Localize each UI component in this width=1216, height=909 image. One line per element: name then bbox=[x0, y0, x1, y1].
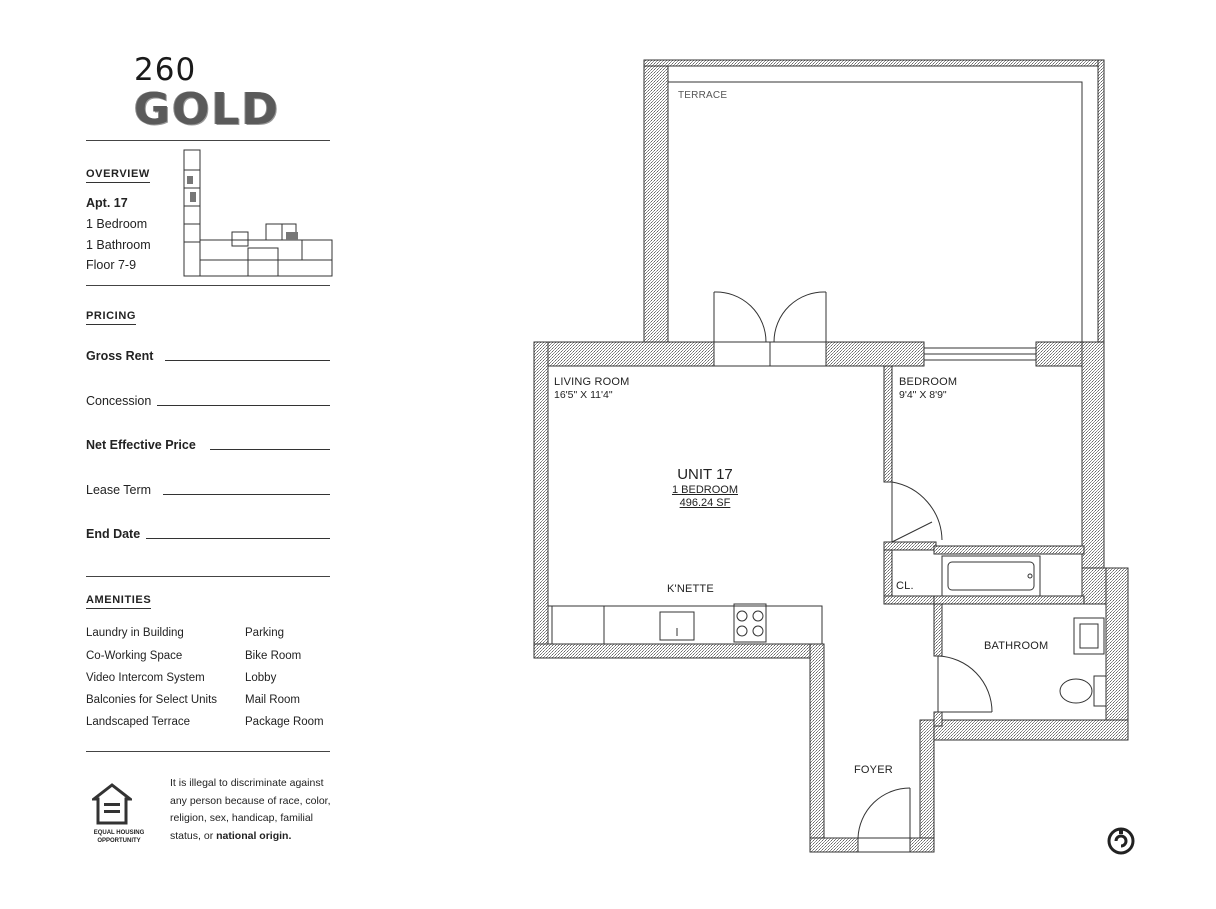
living-room-label: LIVING ROOM bbox=[554, 376, 630, 388]
foyer-label: FOYER bbox=[854, 764, 893, 776]
amenity-item: Laundry in Building bbox=[86, 627, 184, 639]
closet-label: CL. bbox=[896, 580, 914, 592]
bedroom-dims: 9'4" X 8'9" bbox=[899, 389, 947, 401]
amenity-item: Video Intercom System bbox=[86, 672, 205, 684]
brand-number: 260 bbox=[134, 52, 197, 88]
unit-area: 496.24 SF bbox=[679, 497, 731, 509]
price-label: Concession bbox=[86, 394, 152, 408]
brand-wordmark: GOLD bbox=[134, 84, 281, 135]
equal-housing-caption: EQUAL HOUSING OPPORTUNITY bbox=[93, 830, 145, 844]
bathroom-fixtures bbox=[1060, 618, 1106, 706]
bathroom-door bbox=[938, 656, 992, 712]
terrace-label: TERRACE bbox=[678, 90, 728, 101]
overview-floor: Floor 7-9 bbox=[86, 258, 137, 272]
compass-logo-icon bbox=[1106, 826, 1136, 856]
price-label: Lease Term bbox=[86, 483, 152, 497]
overview-bathrooms: 1 Bathroom bbox=[86, 238, 151, 252]
unit-title: UNIT 17 bbox=[677, 466, 733, 483]
terrace-railing bbox=[668, 82, 1082, 342]
kitchenette-label: K'NETTE bbox=[667, 583, 714, 595]
overview-title: OVERVIEW bbox=[86, 168, 150, 183]
pricing-title: PRICING bbox=[86, 310, 136, 325]
entry-door bbox=[858, 788, 910, 852]
interior-walls bbox=[884, 366, 1084, 726]
bathroom-label: BATHROOM bbox=[984, 640, 1049, 652]
amenity-item: Lobby bbox=[245, 672, 277, 684]
price-label: End Date bbox=[86, 527, 141, 541]
terrace-walls bbox=[644, 60, 1104, 342]
amenity-item: Mail Room bbox=[245, 694, 300, 706]
bedroom-door bbox=[892, 482, 942, 542]
amenity-item: Bike Room bbox=[245, 650, 302, 662]
bedroom-window bbox=[924, 348, 1036, 360]
bedroom-label: BEDROOM bbox=[899, 376, 958, 388]
amenity-item: Parking bbox=[245, 627, 284, 639]
statement-end: national origin. bbox=[216, 829, 292, 842]
amenities-title: AMENITIES bbox=[86, 594, 151, 609]
overview-apartment: Apt. 17 bbox=[86, 196, 128, 210]
bath-tub bbox=[942, 556, 1040, 596]
amenity-item: Landscaped Terrace bbox=[86, 716, 190, 728]
amenity-item: Balconies for Select Units bbox=[86, 694, 218, 706]
overview-bedrooms: 1 Bedroom bbox=[86, 217, 148, 231]
living-room-dims: 16'5" X 11'4" bbox=[554, 389, 613, 401]
price-label: Gross Rent bbox=[86, 349, 154, 363]
price-label: Net Effective Price bbox=[86, 438, 196, 452]
kitchenette-counter bbox=[548, 604, 822, 644]
amenity-item: Co-Working Space bbox=[86, 650, 183, 662]
unit-type: 1 BEDROOM bbox=[671, 484, 738, 496]
terrace-double-door bbox=[714, 292, 826, 366]
statement-text: It is illegal to discriminate against any person because of race, color, religion, sex, handicap, familial status, or bbox=[170, 777, 331, 842]
amenity-item: Package Room bbox=[245, 716, 324, 728]
